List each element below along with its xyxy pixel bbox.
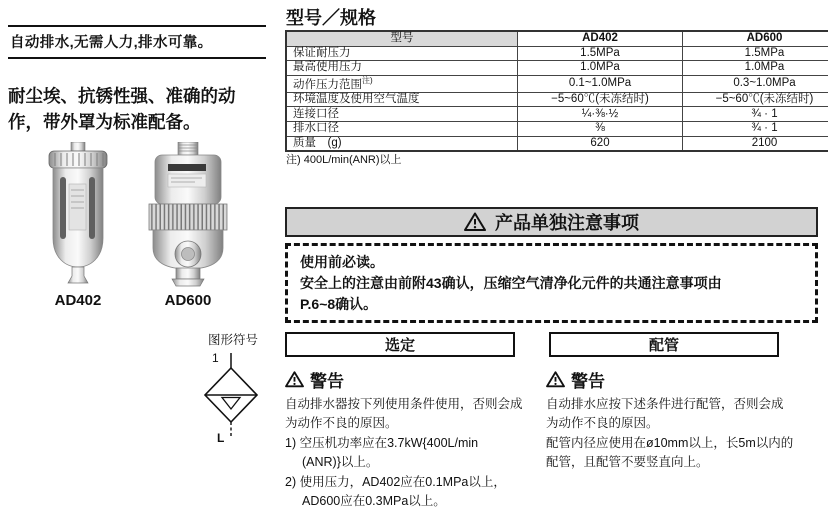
spec-table xyxy=(285,30,828,152)
caution-banner-title: 产品单独注意事项 xyxy=(495,209,639,235)
selection-section xyxy=(285,332,545,511)
symbol-port-l-label: L xyxy=(217,431,224,445)
product-label-ad402: AD402 xyxy=(55,292,102,309)
table-row xyxy=(286,92,828,107)
warning-text-line: (ANR)}以上。 xyxy=(285,453,545,472)
warning-text-line: 自动排水应按下述条件进行配管，否则会成 xyxy=(546,395,806,414)
spec-label: 保证耐压力 xyxy=(286,46,518,61)
warning-text-line: 1) 空压机功率应在3.7kW{400L/min xyxy=(285,434,545,453)
warning-text-line: 自动排水器按下列使用条件使用，否则会成 xyxy=(285,395,545,414)
warning-text-line: 为动作不良的原因。 xyxy=(285,414,545,433)
spec-header-model: 型号 xyxy=(286,31,518,46)
spec-label: 排水口径 xyxy=(286,122,518,137)
ad600-product-image xyxy=(140,142,236,287)
spec-value-ad402: ⅜ xyxy=(518,122,683,137)
spec-label: 连接口径 xyxy=(286,107,518,122)
spec-value-ad402: −5~60℃(未冻结时) xyxy=(518,92,683,107)
symbol-port-1-label: 1 xyxy=(212,351,219,365)
table-row xyxy=(286,136,828,151)
spec-value-ad600: 1.5MPa xyxy=(683,46,828,61)
spec-label xyxy=(286,75,518,92)
warning-text-line: 配管内径应使用在ø10mm以上，长5m以内的 xyxy=(546,434,806,453)
graphic-symbol-title: 图形符号 xyxy=(208,330,270,348)
auto-drain-symbol xyxy=(198,348,264,446)
feature-line-2: 作，带外罩为标准配备。 xyxy=(8,109,276,135)
spec-header-ad600: AD600 xyxy=(683,31,828,46)
piping-header: 配管 xyxy=(549,332,779,357)
warning-triangle-icon xyxy=(285,371,304,388)
table-row xyxy=(286,107,828,122)
spec-value-ad600: 2100 xyxy=(683,136,828,151)
spec-value-ad600: −5~60℃(未冻结时) xyxy=(683,92,828,107)
spec-label: 质量 (g) xyxy=(286,136,518,151)
selection-warning-body xyxy=(285,395,545,511)
spec-label: 最高使用压力 xyxy=(286,61,518,76)
spec-header-ad402: AD402 xyxy=(518,31,683,46)
spec-section-title: 型号／规格 xyxy=(286,4,376,30)
feature-line-1: 耐尘埃、抗锈性强、准确的动 xyxy=(8,83,276,109)
spec-value-ad600: 1.0MPa xyxy=(683,61,828,76)
warning-text-line: 配管，且配管不要竖直向上。 xyxy=(546,453,806,472)
product-ad402 xyxy=(42,142,114,309)
caution-line-1: 使用前必读。 xyxy=(300,252,803,273)
selection-warning-title: 警告 xyxy=(310,367,344,392)
note-superscript: 注) xyxy=(362,76,373,85)
spec-value-ad600: ¾ · 1 xyxy=(683,122,828,137)
caution-banner xyxy=(285,207,818,237)
product-ad600 xyxy=(140,142,236,309)
warning-text-line: 2) 使用压力，AD402应在0.1MPa以上， xyxy=(285,473,545,492)
caution-line-3: P.6~8确认。 xyxy=(300,294,803,315)
intro-statement: 自动排水,无需人力,排水可靠。 xyxy=(8,25,266,59)
warning-text-line: AD600应在0.3MPa以上。 xyxy=(285,492,545,511)
selection-warning-heading xyxy=(285,367,545,392)
piping-warning-body xyxy=(546,395,806,473)
table-row xyxy=(286,122,828,137)
graphic-symbol-block xyxy=(198,330,270,446)
table-row xyxy=(286,75,828,92)
caution-line-2: 安全上的注意由前附43确认，压缩空气清净化元件的共通注意事项由 xyxy=(300,273,803,294)
spec-value-ad600: 0.3~1.0MPa xyxy=(683,75,828,92)
table-row xyxy=(286,61,828,76)
spec-value-ad402: 0.1~1.0MPa xyxy=(518,75,683,92)
product-photos xyxy=(42,142,236,309)
warning-triangle-icon xyxy=(546,371,565,388)
selection-header: 选定 xyxy=(285,332,515,357)
spec-value-ad600: ¾ · 1 xyxy=(683,107,828,122)
product-label-ad600: AD600 xyxy=(165,292,212,309)
piping-warning-title: 警告 xyxy=(571,367,605,392)
warning-triangle-icon xyxy=(464,212,486,232)
warning-text-line: 为动作不良的原因。 xyxy=(546,414,806,433)
table-footnote: 注) 400L/min(ANR)以上 xyxy=(286,151,402,167)
spec-value-ad402: ¼·⅜·½ xyxy=(518,107,683,122)
spec-value-ad402: 1.0MPa xyxy=(518,61,683,76)
table-row xyxy=(286,46,828,61)
ad402-product-image xyxy=(42,142,114,287)
spec-label-text: 动作压力范围 xyxy=(293,79,362,91)
piping-warning-heading xyxy=(546,367,806,392)
caution-note-box xyxy=(285,243,818,323)
spec-header-row xyxy=(286,31,828,46)
spec-value-ad402: 620 xyxy=(518,136,683,151)
spec-label: 环境温度及使用空气温度 xyxy=(286,92,518,107)
spec-value-ad402: 1.5MPa xyxy=(518,46,683,61)
piping-section xyxy=(546,332,806,473)
feature-paragraph xyxy=(8,83,276,136)
